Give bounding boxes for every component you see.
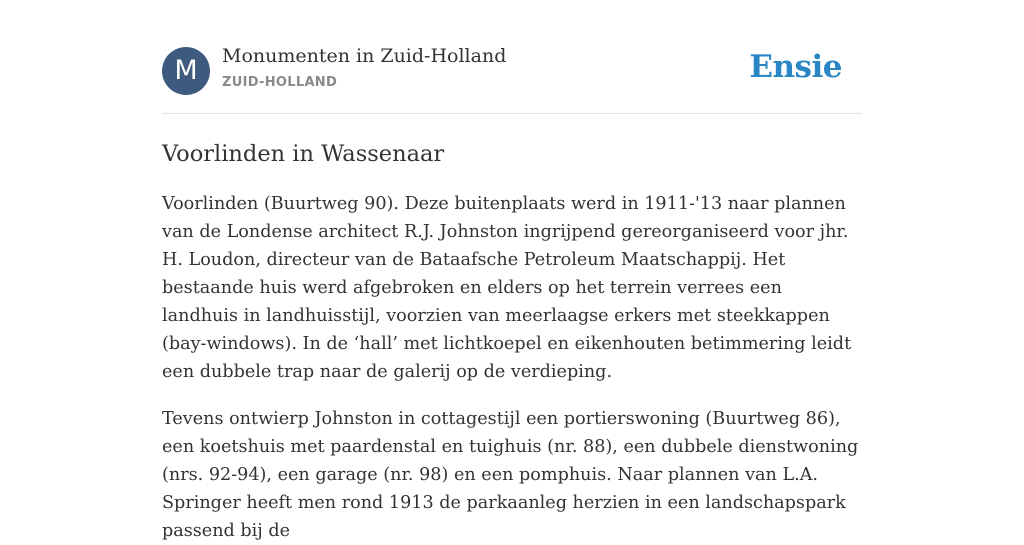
avatar[interactable]: M — [162, 47, 210, 95]
article-title: Voorlinden in Wassenaar — [162, 141, 445, 167]
content-container — [162, 0, 862, 545]
brand-logo[interactable]: Ensie — [749, 49, 842, 85]
article-paragraph-2: Tevens ontwierp Johnston in cottagestijl een portierswoning (Buurtweg 86), een koetshuis met paardenstal en tuighuis (nr. 88), een dubbele dienstwoning (nrs. 92-94), een garage (nr. 98) en een pomphuis. Naar plannen van L.A. Springer heeft men rond 1913 de parkaanleg herzien in een landschapspark passend bij de — [162, 409, 859, 541]
header — [162, 0, 862, 114]
source-title[interactable]: Monumenten in Zuid-Holland — [222, 45, 507, 67]
article-paragraph-1: Voorlinden (Buurtweg 90). Deze buitenplaats werd in 1911-'13 naar plannen van de Londense architect R.J. Johnston ingrijpend gereorganiseerd voor jhr. H. Loudon, directeur van de Bataafsche Petroleum Maatschappij. Het bestaande huis werd afgebroken en elders op het terrein verrees een landhuis in landhuisstijl, voorzien van meerlaagse erkers met steekkappen (bay-windows). In de ‘hall’ met lichtkoepel en eikenhouten betimmering leidt een dubbele trap naar de galerij op de verdieping. — [162, 194, 852, 382]
source-subtitle: ZUID-HOLLAND — [222, 75, 338, 90]
